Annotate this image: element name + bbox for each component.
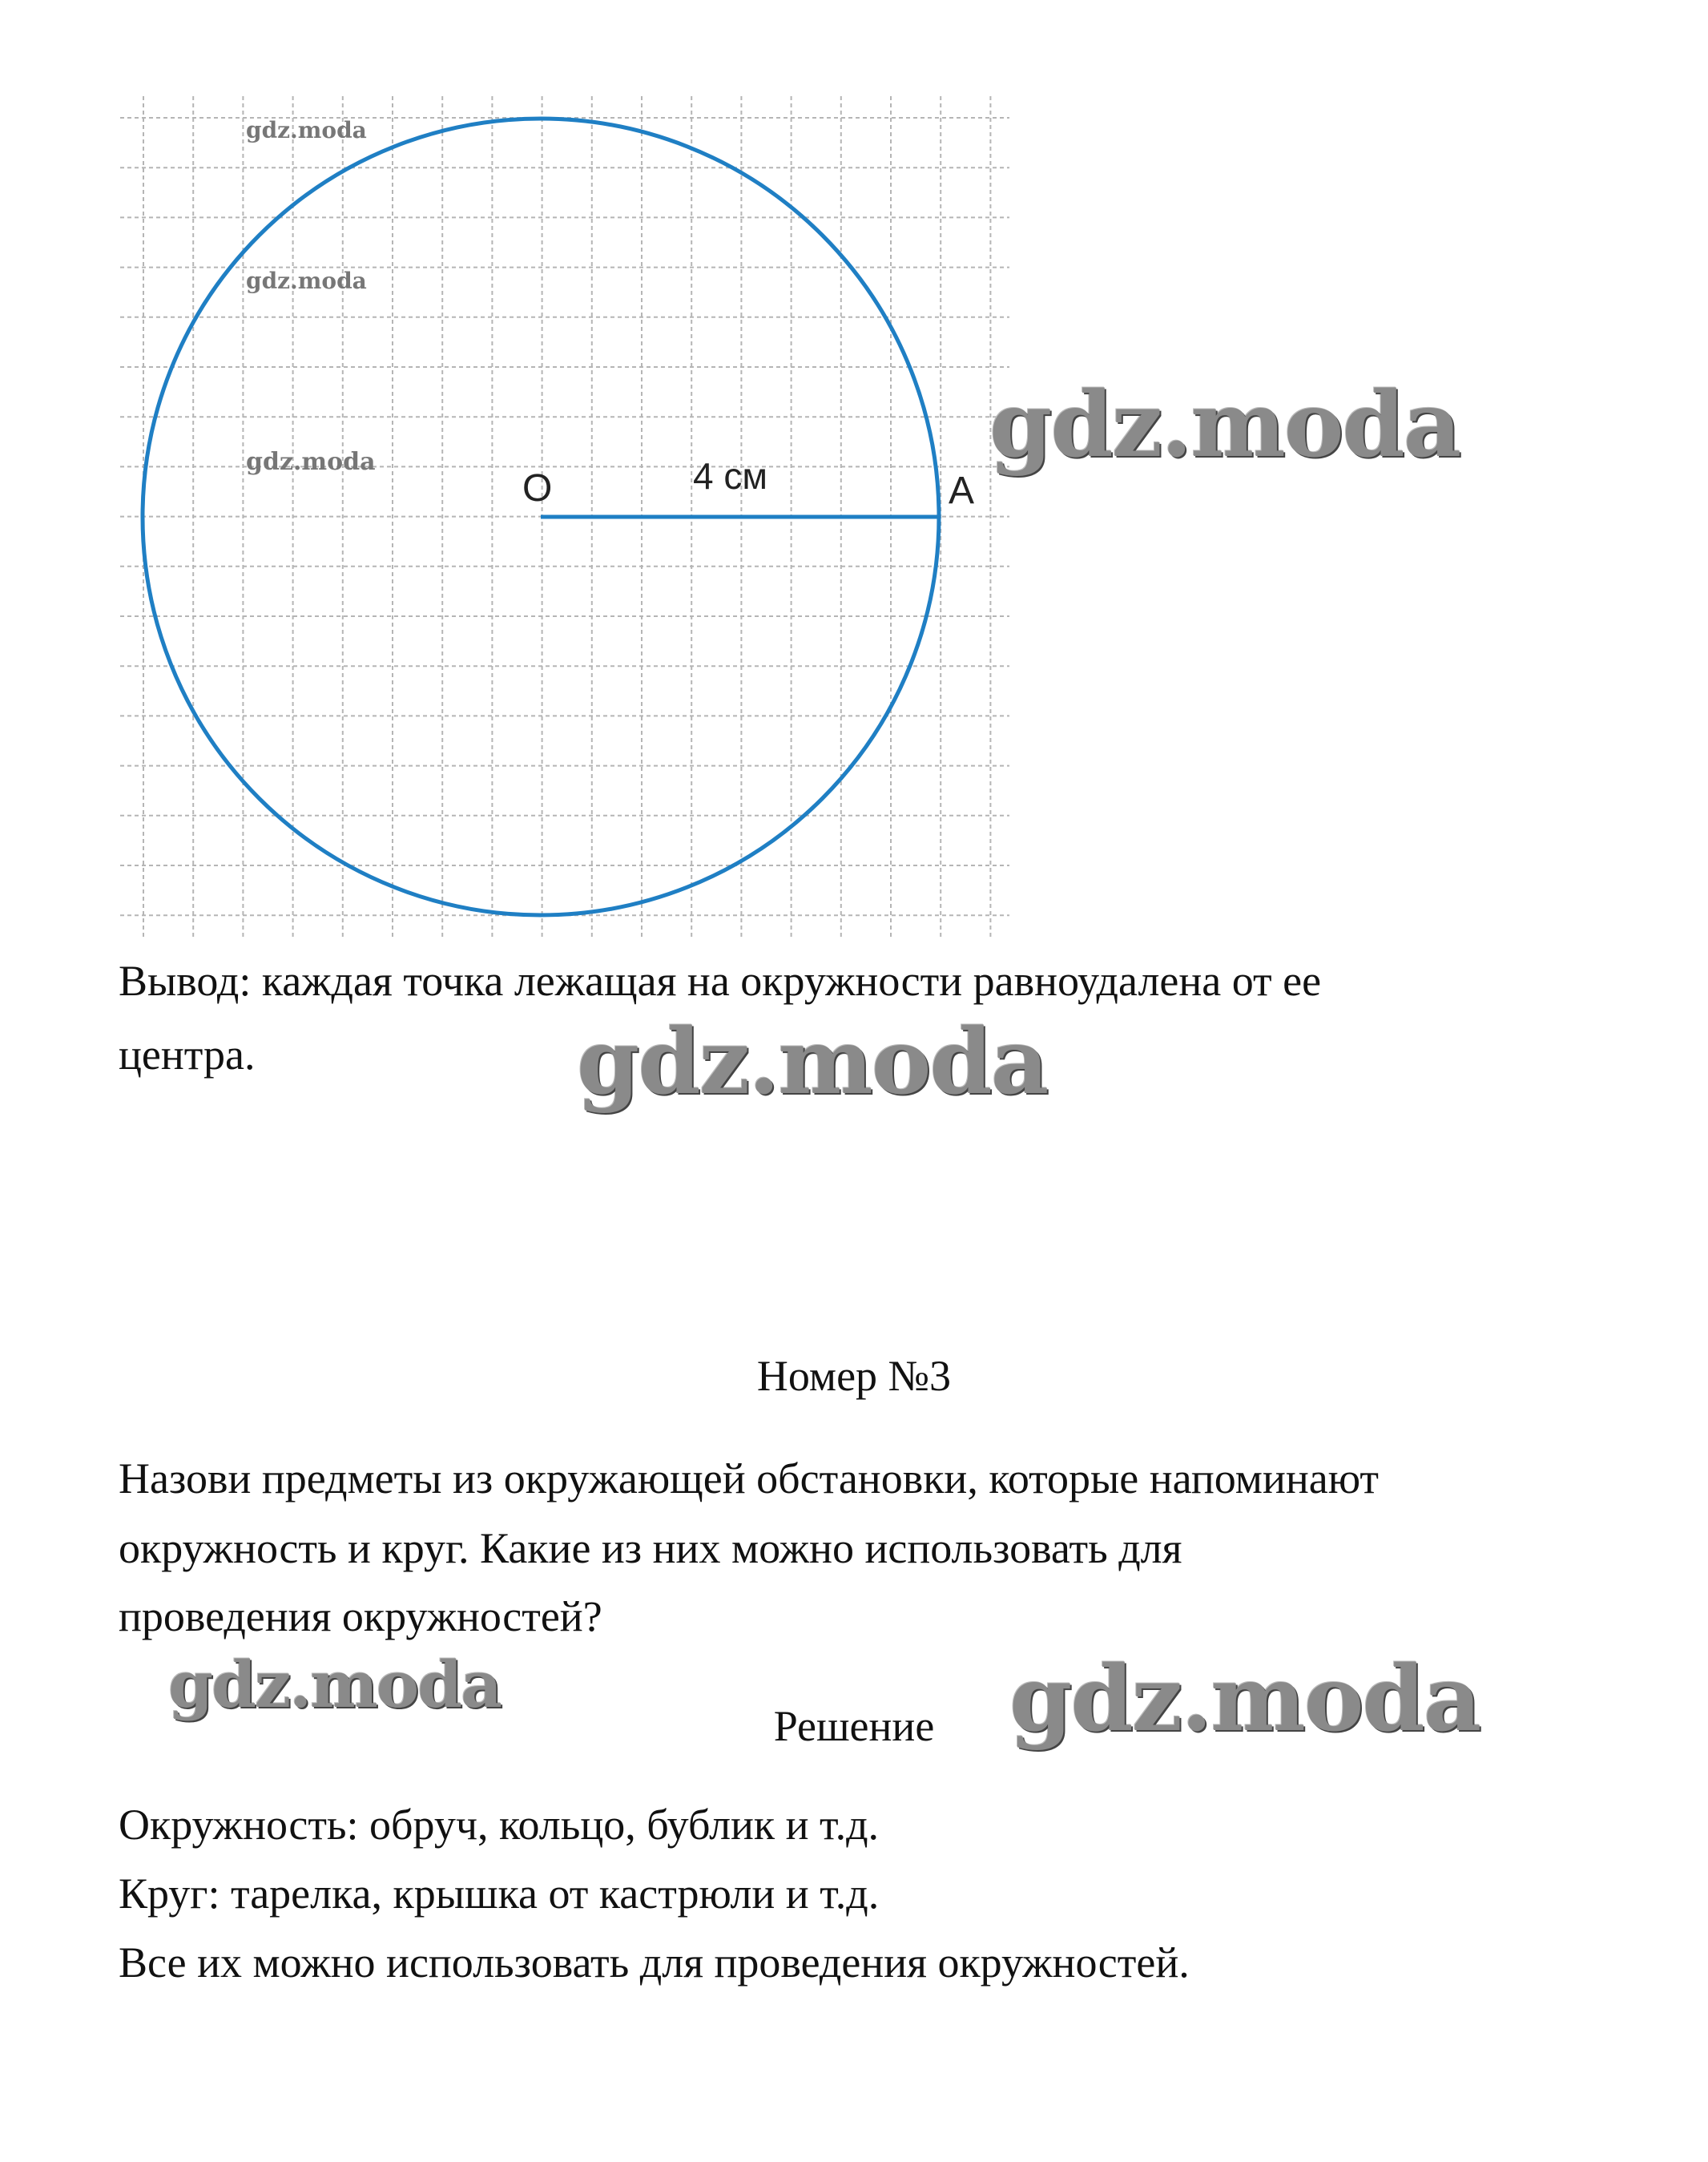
conclusion-line-1: Вывод: каждая точка лежащая на окружности равноудалена от ее [119, 957, 1322, 1005]
watermark-large-1: gdz.moda [989, 373, 1460, 478]
solution-heading: Решение [773, 1702, 935, 1750]
watermark-large-2: gdz.moda [577, 1010, 1048, 1115]
question-line-3: проведения окружностей? [119, 1592, 602, 1640]
answer-line-3: Все их можно использовать для проведения окружностей. [119, 1938, 1190, 1987]
watermark-small-1: gdz.moda [246, 117, 367, 143]
question-line-2: окружность и круг. Какие из них можно использовать для [119, 1524, 1182, 1572]
task-number: Номер №3 [756, 1352, 952, 1400]
question-line-1: Назови предметы из окружающей обстановки, которые напоминают [119, 1454, 1379, 1503]
circle-figure [120, 96, 1017, 942]
answer-line-2: Круг: тарелка, крышка от кастрюли и т.д. [119, 1870, 880, 1918]
watermark-large-4: gdz.moda [1009, 1647, 1480, 1752]
center-label-o: O [522, 467, 553, 510]
watermark-small-3: gdz.moda [246, 448, 376, 476]
point-label-a: A [949, 470, 975, 512]
watermark-small-2: gdz.moda [246, 268, 367, 294]
answer-line-1: Окружность: обруч, кольцо, бублик и т.д. [119, 1801, 880, 1849]
watermark-large-3: gdz.moda [168, 1647, 501, 1722]
radius-label: 4 см [693, 455, 767, 497]
conclusion-line-2: центра. [119, 1031, 256, 1079]
